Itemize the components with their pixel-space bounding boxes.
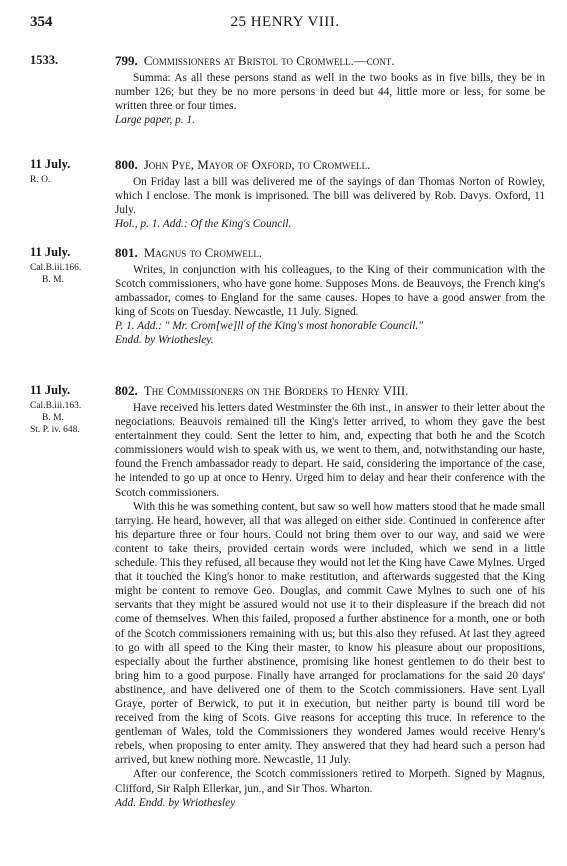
entry-note: Hol., p. 1. Add.: Of the King's Council. [115,218,292,231]
calendar-entry-802 [30,382,545,810]
entry-number: 801. [115,245,138,260]
entry-reference: R. O. [30,175,51,185]
entry-reference: B. M. [42,275,64,285]
entry-title [115,52,545,69]
entry-note: Large paper, p. 1. [115,114,195,127]
entry-reference: B. M. [42,413,64,423]
entry-title [115,382,545,399]
calendar-entry-800 [30,156,545,231]
entry-paragraph: Summa: As all these persons stand as well in the two books as in five bills, they be in number 126; but they be no more persons in deed but 44, little more or less, for some be written three or four times. [115,72,545,113]
entry-date: 11 July. [30,383,71,397]
entry-number: 800. [115,157,138,172]
entry-heading: Magnus to Cromwell. [143,245,263,260]
entry-reference: Cal.B.iii.163. [30,401,82,411]
entry-heading: John Pye, Mayor of Oxford, to Cromwell. [143,157,371,172]
entry-date: 11 July. [30,245,71,259]
running-title: 25 HENRY VIII. [230,14,340,30]
calendar-entry-799 [30,52,545,127]
entry-date: 11 July. [30,157,71,171]
entry-note: P. 1. Add.: " Mr. Crom[we]ll of the King's most honorable Council." [115,320,423,333]
entry-note: Add. Endd. by Wriothesley [115,796,236,809]
entry-paragraph: With this he was something content, but saw so well how matters stood that he made small tarrying. He heard, however, all that was alleged on either side. Continued in conference after his departure three or four hours. Could not bring them over to our way, and said we were content to take theirs, provided certain words were included, which we send in a little schedule. This they refused, all because they would not let the King have Cawe Mylnes. Urged that it touched the King's honor to make restitution, and afterwards suggested that the King might be content to remove Geo. Douglas, and commit Cawe Mylnes to such one of his servants that they might be assured would not use it to their displeasure if the breach did not come of themselves. When this failed, proposed a further abstinence for a month, one or both of the Scotch commissioners remaining with us; but this also they refused. At last they agreed to go with all speed to the King their master, to know his pleasure about our propositions, especially about the further abstinence, promising like honest gentlemen to do their best to bring him to a good purpose. Finally have arranged for proclamations for the said 20 days' abstinence, and have delivered one of them to the Scotch commissioners. Have sent Lyall Graye, porter of Berwick, to put it in execution, but neither party is bound till word be received from the king of Scots. Give reasons for accepting this truce. In reference to the gentleman of Wales, told the Commissioners they wondered James would receive Henry's rebels, when proposing to enter amity. They answered that they had heard such a person had arrived, but knew nothing more. Newcastle, 11 July. [115,500,545,767]
calendar-entry-801 [30,244,545,348]
entry-paragraph: Have received his letters dated Westminster the 6th inst., in answer to their letter about the negociations. Beauvois remained till the King's letter arrived, to whom they gave the best entertainment they could. Sent the letter to him, and, expecting that both he and the Scotch commissioners would wish to speak with us, we went to them, and, notwithstanding our haste, found the French ambassador ready to depart. He said, considering the importance of the case, he intended to go up at once to Henry. Urged him to delay and hear their conference with the Scotch commissioners. [115,402,545,499]
entry-title [115,244,545,261]
entry-paragraph: After our conference, the Scotch commissioners retired to Morpeth. Signed by Magnus, Clifford, Sir Ralph Ellerkar, jun., and Sir Thos. Wharton. [115,768,545,795]
entry-reference: Cal.B.iii.166. [30,263,82,273]
page-header [30,14,540,40]
entry-number: 802. [115,383,138,398]
entry-date: 1533. [30,53,59,67]
entry-reference: St. P. iv. 648. [30,425,80,435]
entry-heading: Commissioners at Bristol to Cromwell.—cont. [143,53,395,68]
page-number: 354 [30,14,53,30]
entry-number: 799. [115,53,138,68]
entry-heading: The Commissioners on the Borders to Henry VIII. [143,383,409,398]
entry-note: Endd. by Wriothesley. [115,334,214,347]
entry-paragraph: On Friday last a bill was delivered me of the sayings of dan Thomas Norton of Rowley, which I enclose. The monk is imprisoned. The bill was delivered by Rob. Davys. Oxford, 11 July. [115,176,545,217]
entry-title [115,156,545,173]
entry-paragraph: Writes, in conjunction with his colleagues, to the King of their communication with the Scotch commissioners, who have gone home. Supposes Mons. de Beauvoys, the French king's ambassador, comes to England for the same causes. Hopes to have a good answer from the king of Scots on Tuesday. Newcastle, 11 July. Signed. [115,264,545,319]
